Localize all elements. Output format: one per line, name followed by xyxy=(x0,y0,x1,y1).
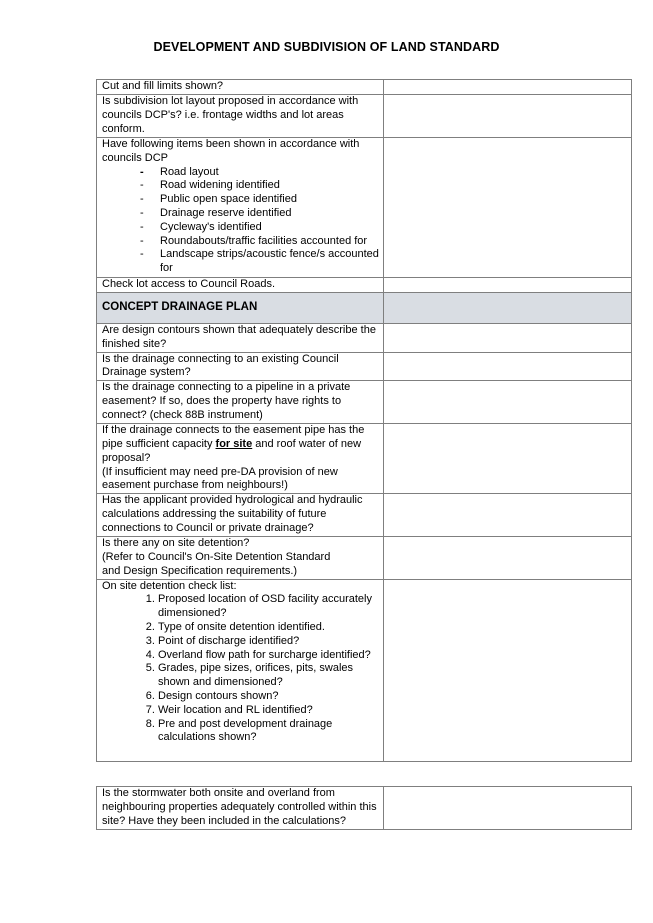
list-item: 6. Design contours shown? xyxy=(158,690,379,704)
list-item: - Landscape strips/acoustic fence/s accounted for xyxy=(140,248,379,276)
question-intro: Have following items been shown in accordance with councils DCP xyxy=(102,138,360,164)
answer-cell[interactable] xyxy=(384,352,632,381)
answer-cell[interactable] xyxy=(384,324,632,353)
list-item: 4. Overland flow path for surcharge identified? xyxy=(158,649,379,663)
answer-cell[interactable] xyxy=(384,138,632,278)
question-cell xyxy=(97,579,384,761)
table-row xyxy=(97,352,632,381)
list-item: - Public open space identified xyxy=(140,193,379,207)
question-cell: Is the stormwater both onsite and overland from neighbouring properties adequately controlled within this site? Have they been included in the calculations? xyxy=(97,787,384,830)
question-text: and roof water of new proposal? xyxy=(102,437,362,464)
list-item: - Road widening identified xyxy=(140,179,379,193)
section-row xyxy=(97,293,632,324)
answer-cell[interactable] xyxy=(384,80,632,95)
question-cell xyxy=(97,138,384,278)
stormwater-table xyxy=(96,786,632,830)
list-item: - Drainage reserve identified xyxy=(140,207,379,221)
answer-cell[interactable] xyxy=(384,424,632,494)
table-row xyxy=(97,95,632,138)
section-heading: CONCEPT DRAINAGE PLAN xyxy=(97,293,384,324)
question-cell: Is the drainage connecting to a pipeline in a private easement? If so, does the property have rights to connect? (check 88B instrument) xyxy=(97,381,384,424)
answer-cell[interactable] xyxy=(384,494,632,537)
checklist-table xyxy=(96,79,632,762)
list-item: 3. Point of discharge identified? xyxy=(158,635,379,649)
list-item: - Cycleway's identified xyxy=(140,221,379,235)
table-row xyxy=(97,138,632,278)
answer-cell[interactable] xyxy=(384,579,632,761)
table-row xyxy=(97,381,632,424)
table-row xyxy=(97,80,632,95)
question-note: (Refer to Council's On-Site Detention Standard xyxy=(102,550,331,563)
answer-cell[interactable] xyxy=(384,95,632,138)
list-item: - Roundabouts/traffic facilities accounted for xyxy=(140,235,379,249)
table-row xyxy=(97,324,632,353)
table-row xyxy=(97,579,632,761)
question-cell: Has the applicant provided hydrological and hydraulic calculations addressing the suitability of future connections to Council or private drainage? xyxy=(97,494,384,537)
osd-checklist xyxy=(102,593,379,745)
question-text: If the drainage connects to the easement pipe has the pipe sufficient capacity xyxy=(102,424,365,450)
answer-cell[interactable] xyxy=(384,537,632,579)
table-row xyxy=(97,787,632,830)
list-item: 7. Weir location and RL identified? xyxy=(158,704,379,718)
question-cell: Are design contours shown that adequately describe the finished site? xyxy=(97,324,384,353)
list-item: - Road layout xyxy=(140,166,379,180)
question-note: and Design Specification requirements.) xyxy=(102,564,298,577)
list-item: 2. Type of onsite detention identified. xyxy=(158,621,379,635)
question-cell: Cut and fill limits shown? xyxy=(97,80,384,95)
question-text: Is there any on site detention? xyxy=(102,537,250,550)
question-cell: Is the drainage connecting to an existing Council Drainage system? xyxy=(97,352,384,381)
dcp-items-list xyxy=(102,166,379,276)
table-row xyxy=(97,494,632,537)
table-row xyxy=(97,537,632,579)
question-note: (If insufficient may need pre-DA provision of new easement purchase from neighbours!) xyxy=(102,465,338,492)
question-intro: On site detention check list: xyxy=(102,579,237,592)
section-answer-cell xyxy=(384,293,632,324)
table-row xyxy=(97,424,632,494)
answer-cell[interactable] xyxy=(384,278,632,293)
question-cell: Is subdivision lot layout proposed in accordance with councils DCP's? i.e. frontage widths and lot areas conform. xyxy=(97,95,384,138)
question-cell xyxy=(97,537,384,579)
table-row xyxy=(97,278,632,293)
question-cell: Check lot access to Council Roads. xyxy=(97,278,384,293)
answer-cell[interactable] xyxy=(384,787,632,830)
answer-cell[interactable] xyxy=(384,381,632,424)
list-item: 8. Pre and post development drainage calculations shown? xyxy=(158,718,379,746)
list-item: 5. Grades, pipe sizes, orifices, pits, swales shown and dimensioned? xyxy=(158,662,379,690)
question-cell xyxy=(97,424,384,494)
document-title: DEVELOPMENT AND SUBDIVISION OF LAND STANDARD xyxy=(153,40,500,54)
list-item: 1. Proposed location of OSD facility accurately dimensioned? xyxy=(158,593,379,621)
emphasis-text: for site xyxy=(215,437,253,450)
